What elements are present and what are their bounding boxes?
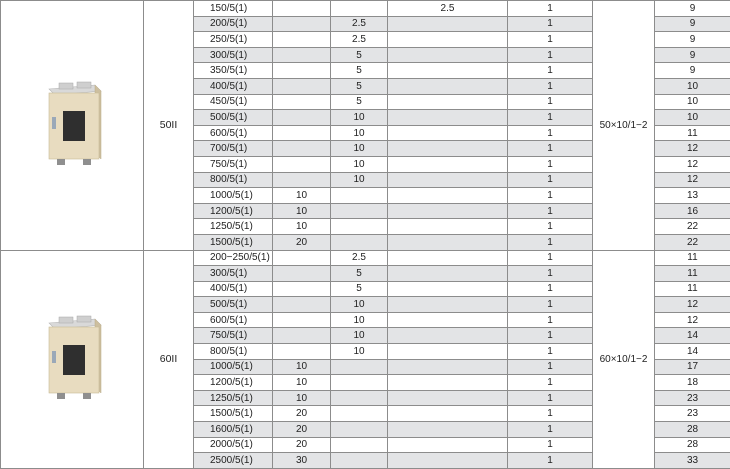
class-cell bbox=[273, 172, 331, 188]
class-cell: 20 bbox=[273, 406, 331, 422]
value-cell: 16 bbox=[655, 203, 730, 219]
ratio-cell: 1250/5(1) bbox=[194, 219, 273, 235]
turns-cell: 1 bbox=[508, 422, 593, 438]
ratio-cell: 600/5(1) bbox=[194, 312, 273, 328]
turns-cell: 1 bbox=[508, 32, 593, 48]
class-cell bbox=[388, 281, 508, 297]
value-cell: 11 bbox=[655, 125, 730, 141]
class-cell bbox=[388, 63, 508, 79]
class-cell bbox=[388, 156, 508, 172]
class-cell bbox=[388, 16, 508, 32]
class-cell bbox=[331, 203, 388, 219]
value-cell: 10 bbox=[655, 78, 730, 94]
class-cell: 10 bbox=[331, 344, 388, 360]
product-photo bbox=[1, 1, 144, 251]
class-cell bbox=[273, 344, 331, 360]
ratio-cell: 200/5(1) bbox=[194, 16, 273, 32]
ratio-cell: 700/5(1) bbox=[194, 141, 273, 157]
ratio-cell: 1000/5(1) bbox=[194, 188, 273, 204]
class-cell: 10 bbox=[273, 375, 331, 391]
class-cell bbox=[331, 437, 388, 453]
ratio-cell: 200−250/5(1) bbox=[194, 250, 273, 266]
class-cell bbox=[388, 188, 508, 204]
class-cell bbox=[331, 453, 388, 469]
class-cell: 2.5 bbox=[331, 16, 388, 32]
turns-cell: 1 bbox=[508, 1, 593, 17]
turns-cell: 1 bbox=[508, 250, 593, 266]
ratio-cell: 150/5(1) bbox=[194, 1, 273, 17]
class-cell bbox=[331, 375, 388, 391]
class-cell bbox=[273, 78, 331, 94]
class-cell bbox=[388, 78, 508, 94]
value-cell: 12 bbox=[655, 156, 730, 172]
window-size-cell: 60×10/1−2 bbox=[593, 250, 655, 468]
class-cell: 10 bbox=[331, 172, 388, 188]
class-cell bbox=[331, 234, 388, 250]
ratio-cell: 1600/5(1) bbox=[194, 422, 273, 438]
class-cell bbox=[388, 94, 508, 110]
class-cell bbox=[388, 219, 508, 235]
class-cell bbox=[273, 94, 331, 110]
class-cell bbox=[331, 422, 388, 438]
ratio-cell: 400/5(1) bbox=[194, 281, 273, 297]
class-cell bbox=[273, 110, 331, 126]
value-cell: 9 bbox=[655, 32, 730, 48]
class-cell: 10 bbox=[331, 125, 388, 141]
ratio-cell: 750/5(1) bbox=[194, 156, 273, 172]
class-cell bbox=[273, 16, 331, 32]
ratio-cell: 1500/5(1) bbox=[194, 406, 273, 422]
class-cell: 10 bbox=[273, 219, 331, 235]
class-cell: 10 bbox=[273, 359, 331, 375]
ratio-cell: 1200/5(1) bbox=[194, 375, 273, 391]
class-cell: 2.5 bbox=[388, 1, 508, 17]
class-cell: 2.5 bbox=[331, 250, 388, 266]
value-cell: 10 bbox=[655, 110, 730, 126]
turns-cell: 1 bbox=[508, 453, 593, 469]
turns-cell: 1 bbox=[508, 406, 593, 422]
ratio-cell: 1250/5(1) bbox=[194, 390, 273, 406]
value-cell: 22 bbox=[655, 234, 730, 250]
turns-cell: 1 bbox=[508, 328, 593, 344]
ratio-cell: 250/5(1) bbox=[194, 32, 273, 48]
class-cell: 10 bbox=[331, 110, 388, 126]
ratio-cell: 500/5(1) bbox=[194, 297, 273, 313]
turns-cell: 1 bbox=[508, 188, 593, 204]
ratio-cell: 1000/5(1) bbox=[194, 359, 273, 375]
turns-cell: 1 bbox=[508, 16, 593, 32]
class-cell bbox=[388, 32, 508, 48]
class-cell bbox=[331, 390, 388, 406]
turns-cell: 1 bbox=[508, 156, 593, 172]
turns-cell: 1 bbox=[508, 312, 593, 328]
ratio-cell: 300/5(1) bbox=[194, 266, 273, 282]
turns-cell: 1 bbox=[508, 78, 593, 94]
turns-cell: 1 bbox=[508, 359, 593, 375]
class-cell: 10 bbox=[331, 156, 388, 172]
ratio-cell: 350/5(1) bbox=[194, 63, 273, 79]
class-cell bbox=[273, 63, 331, 79]
class-cell: 10 bbox=[331, 312, 388, 328]
class-cell: 10 bbox=[273, 390, 331, 406]
class-cell: 10 bbox=[331, 141, 388, 157]
class-cell bbox=[273, 328, 331, 344]
class-cell bbox=[388, 328, 508, 344]
value-cell: 12 bbox=[655, 141, 730, 157]
ratio-cell: 300/5(1) bbox=[194, 47, 273, 63]
turns-cell: 1 bbox=[508, 203, 593, 219]
class-cell: 5 bbox=[331, 266, 388, 282]
class-cell bbox=[388, 344, 508, 360]
turns-cell: 1 bbox=[508, 125, 593, 141]
class-cell bbox=[331, 1, 388, 17]
value-cell: 12 bbox=[655, 172, 730, 188]
class-cell bbox=[273, 281, 331, 297]
class-cell: 5 bbox=[331, 78, 388, 94]
ratio-cell: 1500/5(1) bbox=[194, 234, 273, 250]
turns-cell: 1 bbox=[508, 234, 593, 250]
model-cell: 60II bbox=[144, 250, 194, 468]
value-cell: 9 bbox=[655, 16, 730, 32]
ratio-cell: 1200/5(1) bbox=[194, 203, 273, 219]
ratio-cell: 450/5(1) bbox=[194, 94, 273, 110]
value-cell: 33 bbox=[655, 453, 730, 469]
class-cell bbox=[273, 32, 331, 48]
class-cell: 10 bbox=[331, 297, 388, 313]
class-cell bbox=[273, 47, 331, 63]
value-cell: 22 bbox=[655, 219, 730, 235]
class-cell bbox=[388, 141, 508, 157]
class-cell bbox=[388, 390, 508, 406]
turns-cell: 1 bbox=[508, 63, 593, 79]
class-cell bbox=[388, 203, 508, 219]
value-cell: 11 bbox=[655, 281, 730, 297]
turns-cell: 1 bbox=[508, 141, 593, 157]
ratio-cell: 2500/5(1) bbox=[194, 453, 273, 469]
value-cell: 23 bbox=[655, 406, 730, 422]
class-cell bbox=[388, 359, 508, 375]
class-cell bbox=[388, 406, 508, 422]
class-cell bbox=[388, 125, 508, 141]
class-cell bbox=[388, 453, 508, 469]
value-cell: 9 bbox=[655, 63, 730, 79]
class-cell bbox=[388, 375, 508, 391]
class-cell bbox=[273, 250, 331, 266]
turns-cell: 1 bbox=[508, 344, 593, 360]
value-cell: 12 bbox=[655, 312, 730, 328]
class-cell bbox=[331, 219, 388, 235]
value-cell: 14 bbox=[655, 344, 730, 360]
class-cell: 20 bbox=[273, 437, 331, 453]
turns-cell: 1 bbox=[508, 172, 593, 188]
value-cell: 23 bbox=[655, 390, 730, 406]
value-cell: 11 bbox=[655, 250, 730, 266]
class-cell: 5 bbox=[331, 63, 388, 79]
value-cell: 13 bbox=[655, 188, 730, 204]
class-cell: 5 bbox=[331, 94, 388, 110]
product-photo bbox=[1, 250, 144, 468]
value-cell: 28 bbox=[655, 437, 730, 453]
class-cell: 5 bbox=[331, 47, 388, 63]
ratio-cell: 2000/5(1) bbox=[194, 437, 273, 453]
turns-cell: 1 bbox=[508, 437, 593, 453]
turns-cell: 1 bbox=[508, 297, 593, 313]
class-cell bbox=[388, 250, 508, 266]
spec-table-body bbox=[1, 1, 730, 469]
value-cell: 17 bbox=[655, 359, 730, 375]
ratio-cell: 600/5(1) bbox=[194, 125, 273, 141]
class-cell bbox=[273, 312, 331, 328]
value-cell: 28 bbox=[655, 422, 730, 438]
class-cell: 30 bbox=[273, 453, 331, 469]
class-cell bbox=[388, 297, 508, 313]
class-cell: 10 bbox=[273, 188, 331, 204]
value-cell: 9 bbox=[655, 1, 730, 17]
current-transformer-icon bbox=[35, 81, 109, 169]
turns-cell: 1 bbox=[508, 266, 593, 282]
turns-cell: 1 bbox=[508, 110, 593, 126]
turns-cell: 1 bbox=[508, 375, 593, 391]
class-cell bbox=[331, 188, 388, 204]
class-cell: 20 bbox=[273, 422, 331, 438]
table-row bbox=[1, 250, 730, 266]
class-cell: 20 bbox=[273, 234, 331, 250]
turns-cell: 1 bbox=[508, 94, 593, 110]
class-cell bbox=[388, 266, 508, 282]
ratio-cell: 400/5(1) bbox=[194, 78, 273, 94]
class-cell bbox=[331, 359, 388, 375]
model-cell: 50II bbox=[144, 1, 194, 251]
value-cell: 10 bbox=[655, 94, 730, 110]
ratio-cell: 800/5(1) bbox=[194, 344, 273, 360]
class-cell bbox=[388, 312, 508, 328]
value-cell: 12 bbox=[655, 297, 730, 313]
class-cell bbox=[388, 234, 508, 250]
ratio-cell: 800/5(1) bbox=[194, 172, 273, 188]
turns-cell: 1 bbox=[508, 390, 593, 406]
class-cell bbox=[388, 110, 508, 126]
class-cell: 10 bbox=[331, 328, 388, 344]
class-cell bbox=[273, 1, 331, 17]
class-cell bbox=[273, 125, 331, 141]
class-cell: 5 bbox=[331, 281, 388, 297]
class-cell bbox=[273, 141, 331, 157]
table-row bbox=[1, 1, 730, 17]
value-cell: 11 bbox=[655, 266, 730, 282]
class-cell bbox=[388, 437, 508, 453]
value-cell: 18 bbox=[655, 375, 730, 391]
ratio-cell: 750/5(1) bbox=[194, 328, 273, 344]
class-cell: 2.5 bbox=[331, 32, 388, 48]
current-transformer-icon bbox=[35, 315, 109, 403]
class-cell bbox=[331, 406, 388, 422]
turns-cell: 1 bbox=[508, 47, 593, 63]
class-cell bbox=[273, 266, 331, 282]
class-cell bbox=[273, 297, 331, 313]
class-cell bbox=[388, 172, 508, 188]
value-cell: 14 bbox=[655, 328, 730, 344]
class-cell bbox=[388, 47, 508, 63]
class-cell: 10 bbox=[273, 203, 331, 219]
turns-cell: 1 bbox=[508, 281, 593, 297]
class-cell bbox=[388, 422, 508, 438]
value-cell: 9 bbox=[655, 47, 730, 63]
ratio-cell: 500/5(1) bbox=[194, 110, 273, 126]
class-cell bbox=[273, 156, 331, 172]
turns-cell: 1 bbox=[508, 219, 593, 235]
window-size-cell: 50×10/1−2 bbox=[593, 1, 655, 251]
